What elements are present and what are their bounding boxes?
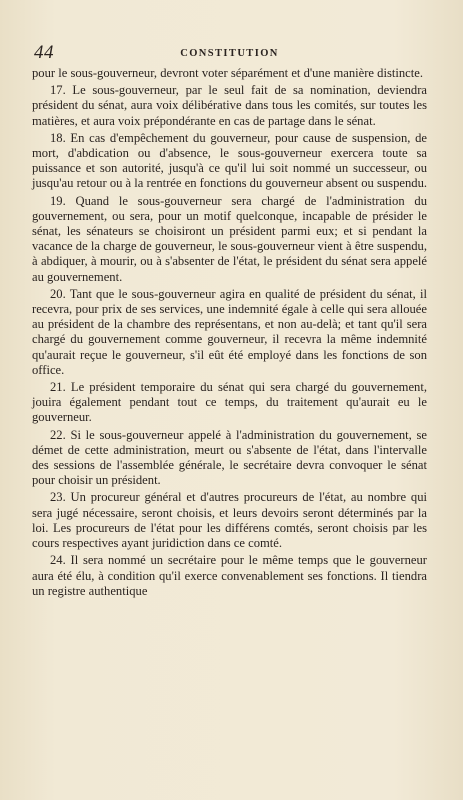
article-18: 18. En cas d'empêchement du gouverneur, pour cause de suspension, de mort, d'abdication ou d'absence, le sous-gouverneur exercera toute sa puissance et son autorité, jusqu'à ce qu'il lui soit nommé un successeur, ou jusqu'au retour ou à la rentrée en fonctions du gouverneur absent ou suspendu.: [32, 130, 428, 191]
article-23: 23. Un procureur général et d'autres procureurs de l'état, au nombre qui sera jugé nécessaire, seront choisis, et leurs devoirs seront déterminés par la loi. Les procureurs de l'état pour les différens comtés, seront choisis par les cours respectives ayant juridiction dans ce comté.: [32, 490, 427, 551]
running-title: CONSTITUTION: [180, 48, 279, 59]
article-24: 24. Il sera nommé un secrétaire pour le même temps que le gouverneur aura été élu, à condition qu'il exerce convenablement ses fonctions. Il tiendra un registre authentique: [32, 553, 427, 598]
paragraph-continuation: pour le sous-gouverneur, devront voter séparément et d'une manière distincte.: [32, 66, 423, 80]
page-header: [32, 42, 427, 68]
article-22: 22. Si le sous-gouverneur appelé à l'administration du gouvernement, se démet de cette administration, meurt ou s'absente de l'état, dans l'intervalle des sessions de l'assemblée générale, le secrétaire devra convoquer le sénat pour choisir un président.: [32, 427, 427, 488]
article-19: 19. Quand le sous-gouverneur sera chargé de l'administration du gouvernement, ou sera, pour un motif quelconque, incapable de présider le sénat, les sénateurs se choisiront un président parmi eux; et si pendant la vacance de la charge de gouverneur, le sous-gouverneur vient à être suspendu, à abdiquer, à mourir, ou à s'absenter de l'état, le président du sénat sera appelé au gouvernement.: [32, 193, 427, 284]
article-21: 21. Le président temporaire du sénat qui sera chargé du gouvernement, jouira également pendant tout ce temps, du traitement qu'aurait eu le gouverneur.: [32, 380, 427, 425]
article-17: 17. Le sous-gouverneur, par le seul fait de sa nomination, deviendra président du sénat, aura voix délibérative dans tous les comités, sur toutes les matières, et aura voix prépondérante en cas de partage dans le sénat.: [32, 83, 427, 128]
page-body: [32, 66, 427, 599]
article-20: 20. Tant que le sous-gouverneur agira en qualité de président du sénat, il recevra, pour prix de ses services, une indemnité égale à celle qui sera allouée au président de la chambre des représentans, et non au-delà; et tant qu'il sera chargé du gouvernement comme gouverneur, il recevra la même indemnité qu'aurait reçue le gouverneur, s'il eût été employé dans les fonctions de son office.: [32, 286, 427, 377]
page-number: 44: [34, 42, 54, 63]
